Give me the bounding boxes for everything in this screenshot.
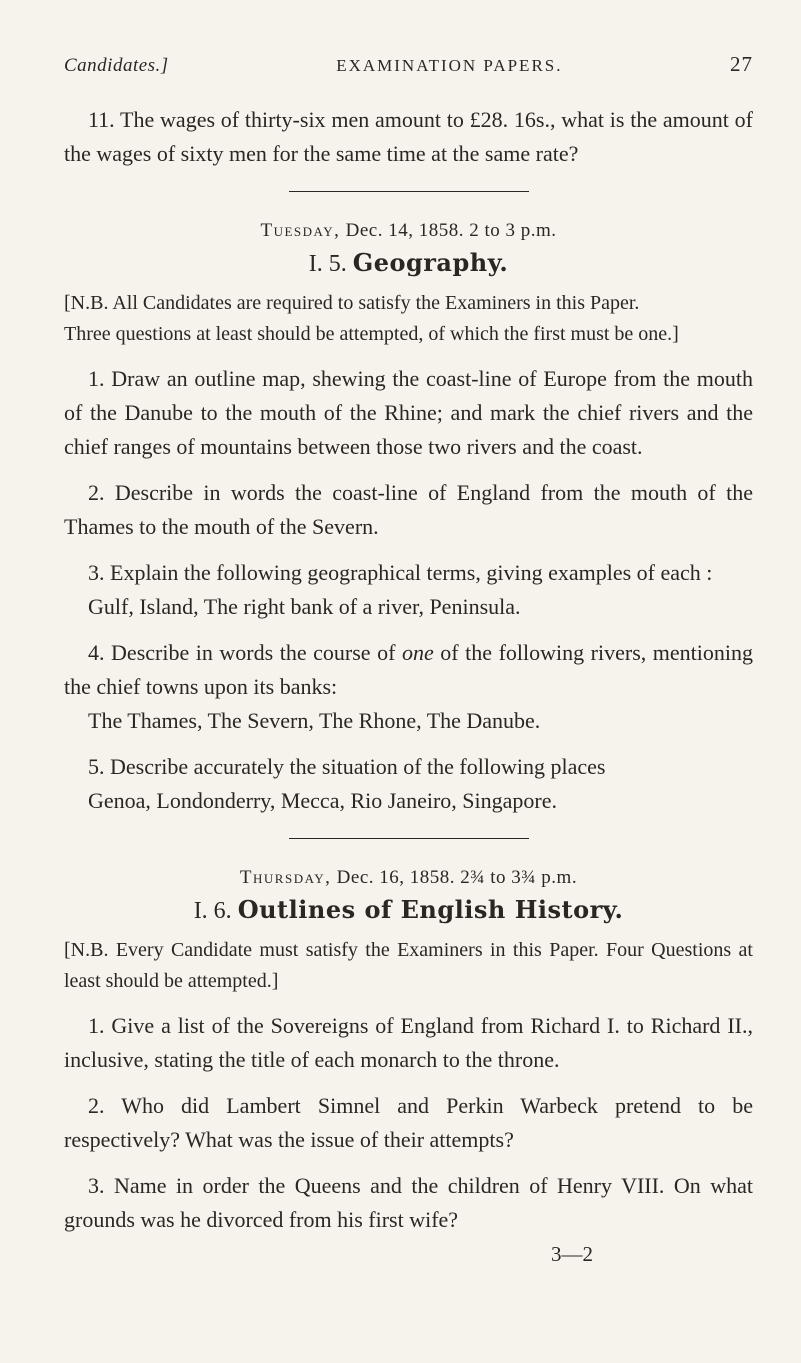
session-line-2 [64,867,753,889]
session-line-1 [64,220,753,242]
question: 3. Explain the following geographical terms, giving examples of each : [88,560,713,585]
running-head-left: Candidates.] [64,55,169,76]
signature-mark: 3—2 [551,1242,593,1266]
paper-subject: Outlines of English History. [237,895,624,924]
paper-note: [N.B. Every Candidate must satisfy the Examiners in this Paper. Four Questions at least should be attempted.] [64,939,753,992]
question: 3. Name in order the Queens and the children of Henry VIII. On what grounds was he divorced from his first wife? [64,1173,753,1232]
paper-number: I. 5. [308,251,347,277]
question-rivers: The Thames, The Severn, The Rhone, The Danube. [88,708,541,733]
session-date: Dec. 14, 1858. 2 to 3 p.m. [345,220,557,241]
paper-note: Three questions at least should be attempted, of which the first must be one.] [64,323,679,345]
section-divider [289,838,529,839]
paper-number: I. 6. [193,898,232,924]
question: 2. Describe in words the coast-line of England from the mouth of the Thames to the mouth of the Severn. [64,480,753,539]
session-date: Dec. 16, 1858. 2¾ to 3¾ p.m. [336,867,578,888]
question: 5. Describe accurately the situation of the following places [88,754,606,779]
question-places: Genoa, Londonderry, Mecca, Rio Janeiro, Singapore. [88,788,557,813]
session-day: Thursday, [239,867,332,888]
paper-subject: Geography. [352,248,509,277]
section-divider [289,191,529,192]
question-emphasis: one [401,640,434,665]
page-number: 27 [730,52,753,76]
running-head-title: EXAMINATION PAPERS. [336,56,563,75]
question: 1. Give a list of the Sovereigns of England from Richard I. to Richard II., inclusive, stating the title of each monarch to the throne. [64,1013,753,1072]
paper-note: [N.B. All Candidates are required to satisfy the Examiners in this Paper. [64,292,640,314]
running-head [64,52,753,77]
question: 1. Draw an outline map, shewing the coast-line of Europe from the mouth of the Danube to the mouth of the Rhine; and mark the chief rivers and the chief ranges of mountains between those two rivers and the coast. [64,366,753,459]
question-text: of the following rivers, mentioning the chief towns upon its banks: [64,640,754,699]
paper-heading-1 [64,248,753,278]
question: 2. Who did Lambert Simnel and Perkin Warbeck pretend to be respectively? What was the issue of their attempts? [64,1093,753,1152]
question [64,636,753,704]
question-text: 4. Describe in words the course of [88,640,396,665]
paper-heading-2 [64,895,753,925]
question-terms: Gulf, Island, The right bank of a river, Peninsula. [88,594,521,619]
session-day: Tuesday, [260,220,341,241]
question-11: 11. The wages of thirty-six men amount to £28. 16s., what is the amount of the wages of sixty men for the same time at the same rate? [64,107,753,166]
